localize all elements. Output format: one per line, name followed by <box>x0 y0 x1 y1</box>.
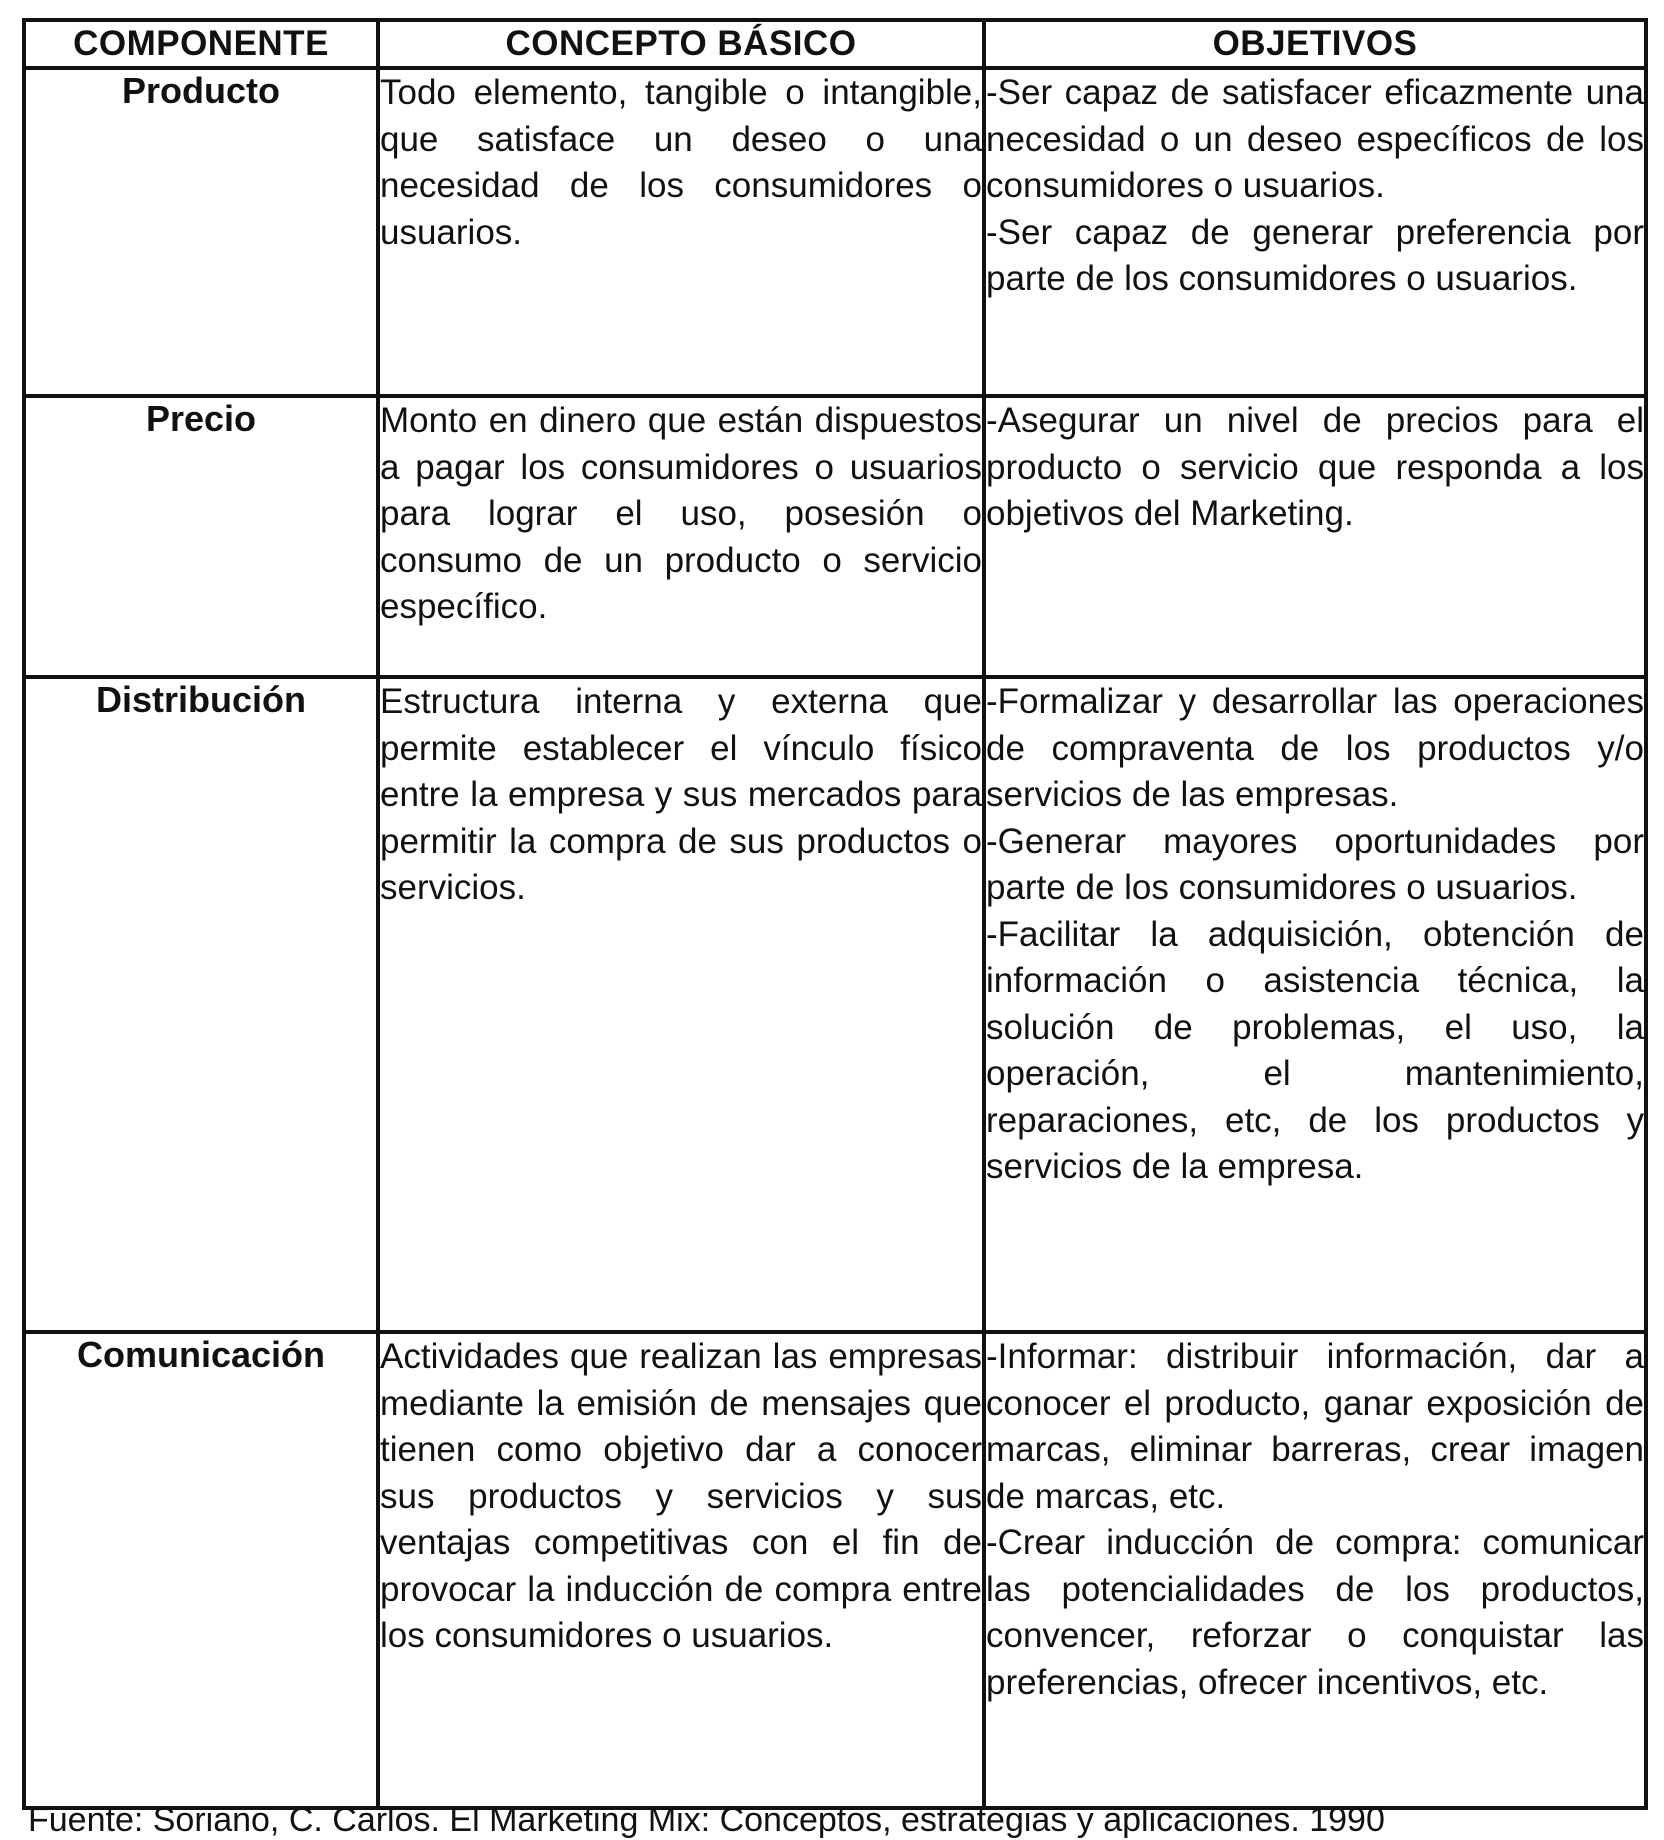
header-objetivos: OBJETIVOS <box>984 20 1646 68</box>
concept-paragraph: Estructura interna y externa que permite establecer el vínculo físico entre la empresa y sus mercados para permitir la compra de sus productos o servicios. <box>380 682 982 907</box>
objective-item: -Crear inducción de compra: comunicar las potencialidades de los productos, convencer, reforzar o conquistar las preferencias, ofrecer incentivos, etc. <box>986 1523 1644 1702</box>
marketing-mix-table <box>22 18 1648 1810</box>
source-citation: Fuente: Soriano, C. Carlos. El Marketing Mix: Conceptos, estrategias y aplicaciones. 1990 <box>28 1801 1385 1839</box>
component-name: Comunicación <box>24 1332 378 1808</box>
table-row-distribucion <box>24 677 1646 1332</box>
objectives-text <box>984 68 1646 396</box>
concept-paragraph: Todo elemento, tangible o intangible, que satisface un deseo o una necesidad de los consumidores o usuarios. <box>380 73 982 252</box>
concept-text <box>378 68 984 396</box>
table-row-precio <box>24 396 1646 677</box>
concept-text <box>378 396 984 677</box>
table-header-row <box>24 20 1646 68</box>
objective-item: -Generar mayores oportunidades por parte de los consumidores o usuarios. <box>986 821 1644 907</box>
table-row-comunicacion <box>24 1332 1646 1808</box>
concept-paragraph: Monto en dinero que están dispuestos a pagar los consumidores o usuarios para lograr el uso, posesión o consumo de un producto o servicio específico. <box>380 401 982 626</box>
header-componente: COMPONENTE <box>24 20 378 68</box>
table-row-producto <box>24 68 1646 396</box>
concept-text <box>378 677 984 1332</box>
component-name: Precio <box>24 396 378 677</box>
objective-item: -Asegurar un nivel de precios para el producto o servicio que responda a los objetivos del Marketing. <box>986 401 1644 533</box>
header-concepto-basico: CONCEPTO BÁSICO <box>378 20 984 68</box>
marketing-mix-table-container <box>22 18 1644 1810</box>
concept-paragraph: Actividades que realizan las empresas mediante la emisión de mensajes que tienen como objetivo dar a conocer sus productos y servicios y sus ventajas competitivas con el fin de provocar la inducción de compra entre los consumidores o usuarios. <box>380 1337 982 1655</box>
objective-item: -Ser capaz de satisfacer eficazmente una necesidad o un deseo específicos de los consumidores o usuarios. <box>986 73 1644 205</box>
objectives-text <box>984 677 1646 1332</box>
objective-item: -Facilitar la adquisición, obtención de información o asistencia técnica, la solución de problemas, el uso, la operación, el mantenimiento, reparaciones, etc, de los productos y servicios de la empresa. <box>986 914 1644 1186</box>
objectives-text <box>984 1332 1646 1808</box>
objective-item: -Informar: distribuir información, dar a conocer el producto, ganar exposición de marcas, eliminar barreras, crear imagen de marcas, etc. <box>986 1337 1644 1516</box>
concept-text <box>378 1332 984 1808</box>
objectives-text <box>984 396 1646 677</box>
objective-item: -Ser capaz de generar preferencia por parte de los consumidores o usuarios. <box>986 212 1644 298</box>
component-name: Distribución <box>24 677 378 1332</box>
component-name: Producto <box>24 68 378 396</box>
objective-item: -Formalizar y desarrollar las operaciones de compraventa de los productos y/o servicios de las empresas. <box>986 682 1644 814</box>
